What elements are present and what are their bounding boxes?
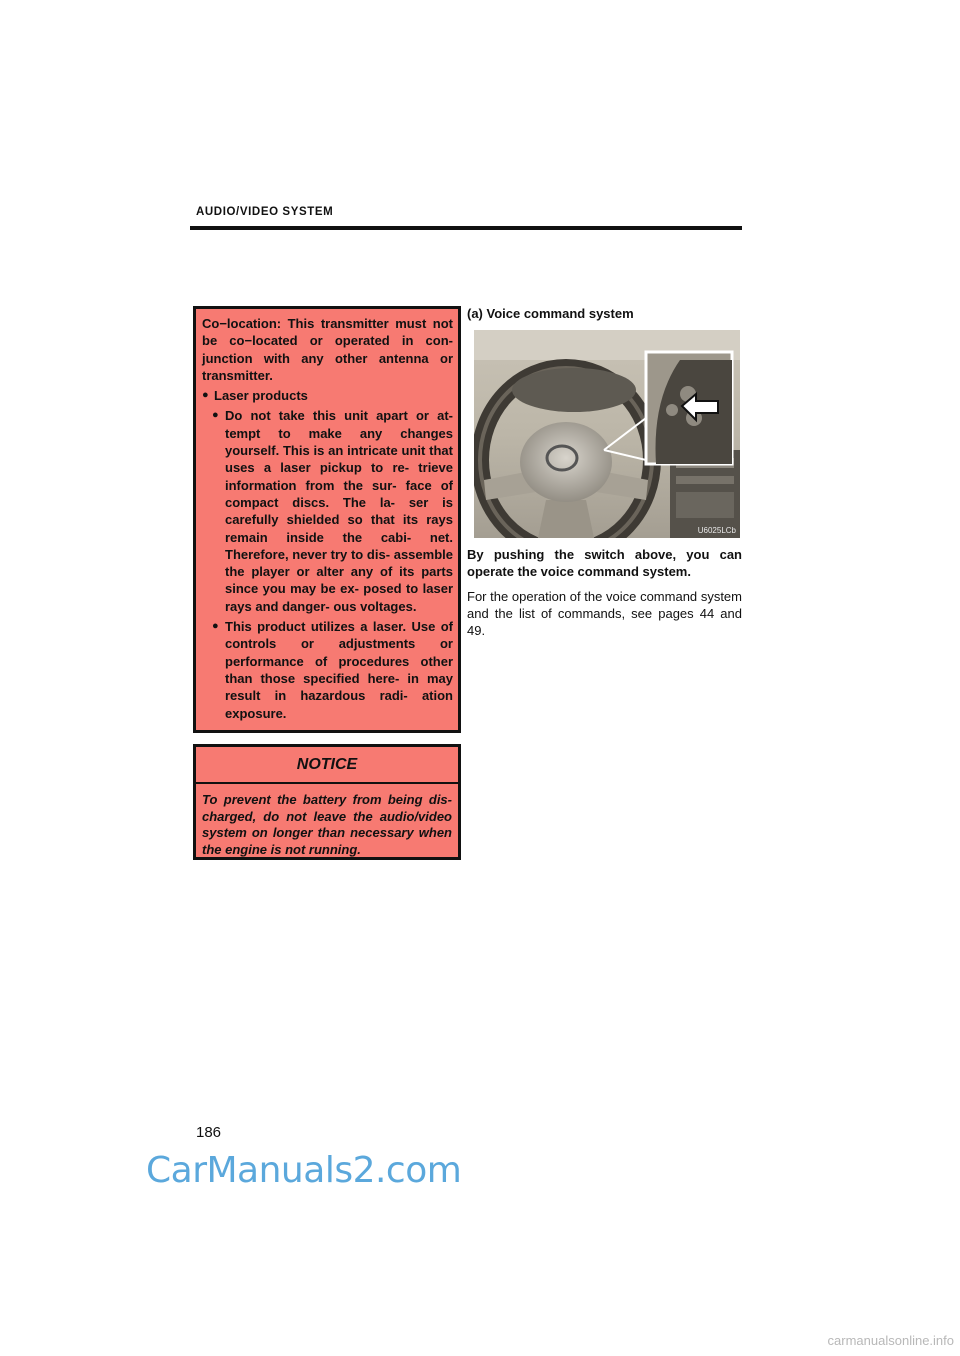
bullet-icon: ● [212,409,219,422]
notice-title: NOTICE [296,756,358,773]
page-number: 186 [196,1124,222,1141]
watermark-logo: CarManuals2.com [146,1150,462,1191]
caution-box [193,306,461,733]
laser-bullet-text: Do not take this unit apart or at- tempt to make any changes yourself. This is an intricate unit that uses a laser pickup to re- trieve information from the sur- face of compact discs. The la- ser is carefully shielded so that its rays remain inside the cabi- net. Therefore, never try to dis- assemble the player or alter any of its parts since you may be ex- posed to laser rays and danger- ous voltages. [225,408,453,614]
voice-caption-bold: By pushing the switch above, you can operate the voice command system. [467,547,742,579]
image-code: U6025LCb [697,526,736,535]
section-title: AUDIO/VIDEO SYSTEM [196,206,334,218]
voice-command-heading: (a) Voice command system [467,306,634,321]
steering-wheel-photo [474,330,740,538]
laser-bullet-item [212,618,453,722]
header-rule [190,226,742,230]
laser-bullet-text: This product utilizes a laser. Use of controls or adjustments or performance of procedures other than those specified here- in may result in hazardous radi- ation exposure. [225,619,453,721]
bullet-icon: ● [202,389,209,402]
notice-text: To prevent the battery from being dis- charged, do not leave the audio/video system on longer than necessary when the engine is not running. [202,792,452,857]
laser-bullet-item [212,407,453,615]
notice-box [193,744,461,860]
bullet-icon: ● [212,620,219,633]
laser-products-heading: Laser products [214,388,308,404]
colocation-text: Co−location: This transmitter must not be co−located or operated in con- junction with any other antenna or transmitter. [202,316,453,383]
voice-caption-normal: For the operation of the voice command system and the list of commands, see pages 44 and 49. [467,589,742,638]
steering-wheel-illustration [474,330,740,538]
site-watermark: carmanualsonline.info [827,1333,954,1348]
laser-products-item [202,387,453,404]
